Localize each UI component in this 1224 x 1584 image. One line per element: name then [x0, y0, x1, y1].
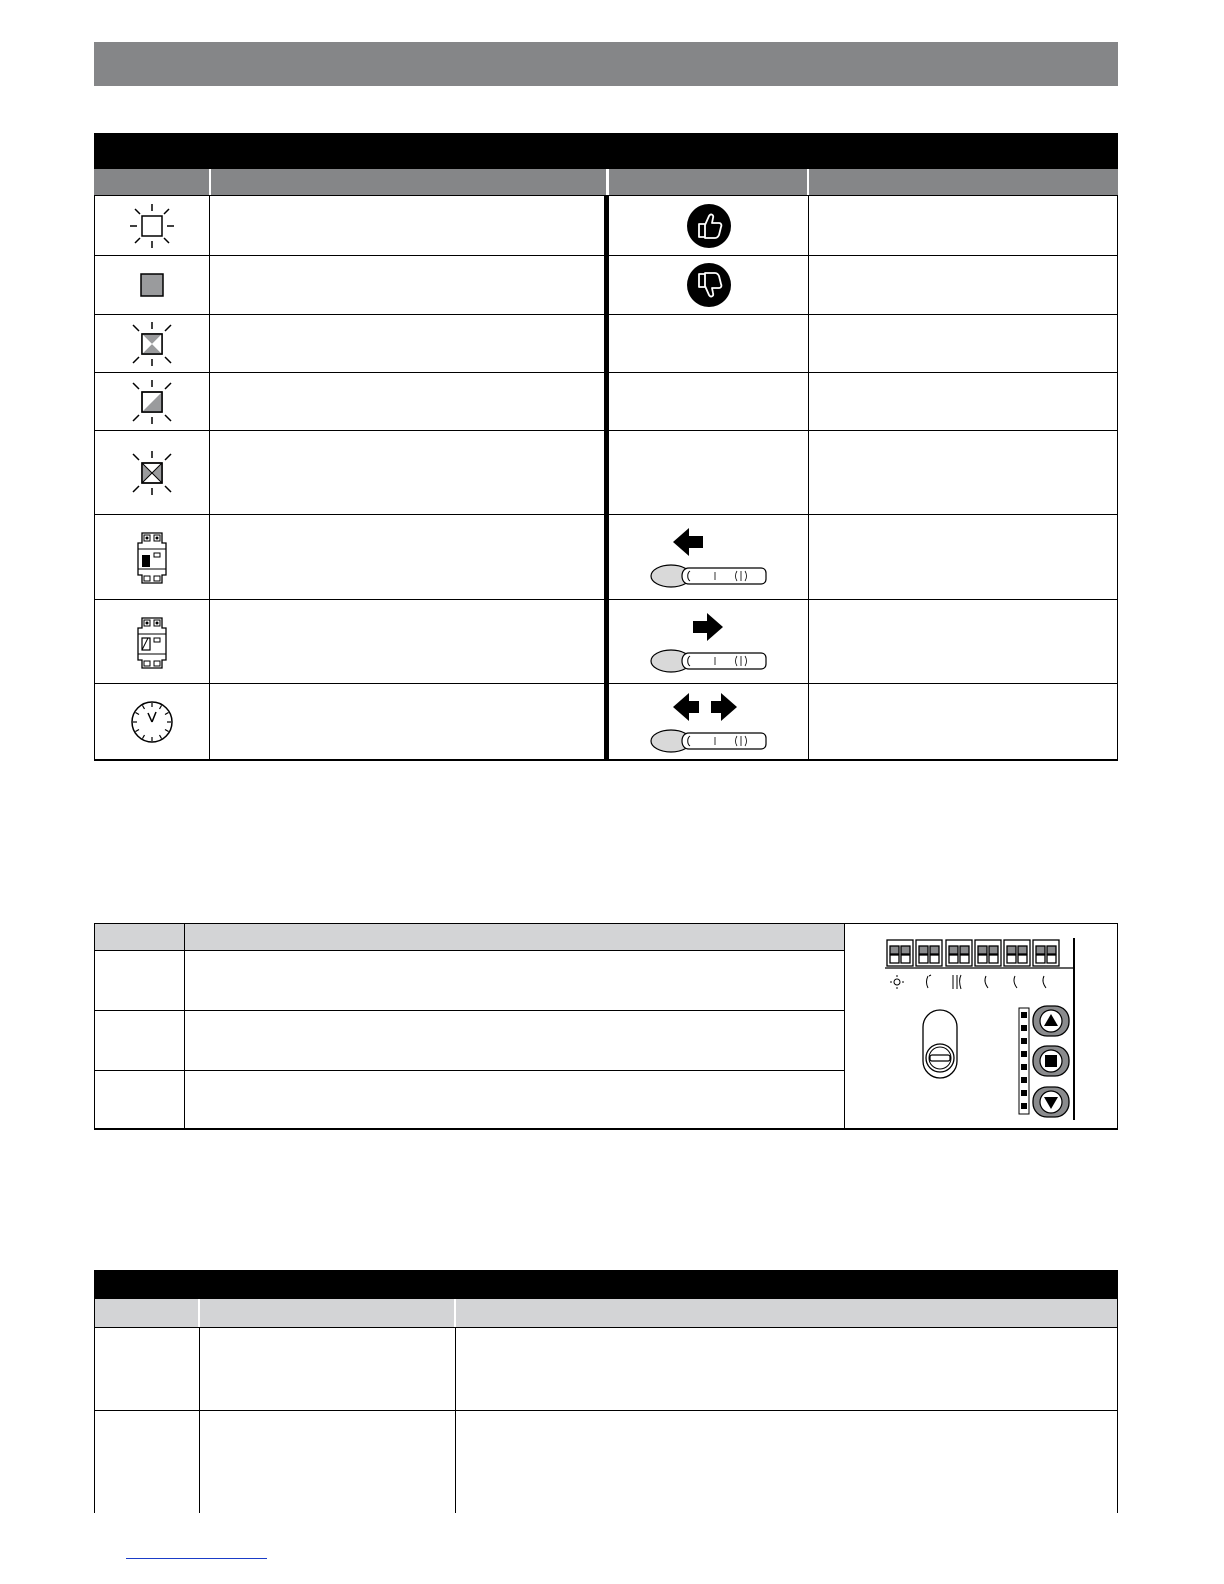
led-blinking-white-icon [95, 196, 209, 255]
bottom-row-2-col-3 [460, 1411, 1115, 1511]
bottom-table-title [94, 1270, 1118, 1299]
buttons-table-header-row [95, 924, 844, 950]
circuit-breaker-off-icon [95, 515, 209, 599]
button-desc-3 [190, 1071, 840, 1128]
symbol-desc-6 [214, 515, 602, 599]
symbol-meaning-3 [813, 315, 1113, 372]
symbol-meaning-2 [813, 256, 1113, 314]
bottom-row-2-col-1 [95, 1411, 199, 1511]
bottom-row-1-col-1 [95, 1328, 199, 1410]
thumbs-up-icon [609, 196, 808, 255]
led-blinking-hourglass-icon [95, 315, 209, 372]
symbol-desc-2 [214, 256, 602, 314]
symbol-desc-1 [214, 196, 602, 255]
circuit-breaker-on-icon [95, 600, 209, 683]
button-desc-2 [190, 1011, 840, 1070]
led-blinking-cross-icon [95, 431, 209, 514]
press-left-arrow-icon [609, 515, 808, 599]
clock-icon [95, 684, 209, 759]
bottom-row-1-col-2 [204, 1328, 454, 1410]
symbol-desc-7 [214, 600, 602, 683]
led-blinking-diagonal-icon [95, 373, 209, 430]
symbol-desc-5 [214, 431, 602, 514]
press-right-arrow-icon [609, 600, 808, 683]
symbol-meaning-7 [813, 600, 1113, 683]
button-key-2 [95, 1011, 184, 1070]
press-both-arrows-icon [609, 684, 808, 759]
symbols-table-title [94, 133, 1118, 169]
led-solid-gray-icon [95, 256, 209, 314]
symbol-desc-3 [214, 315, 602, 372]
symbol-meaning-5 [813, 431, 1113, 514]
button-key-3 [95, 1071, 184, 1128]
button-desc-1 [190, 951, 840, 1010]
symbol-meaning-6 [813, 515, 1113, 599]
bottom-row-1-col-3 [460, 1328, 1115, 1410]
symbol-desc-4 [214, 373, 602, 430]
symbol-meaning-4 [813, 373, 1113, 430]
symbol-meaning-8 [813, 684, 1113, 759]
bottom-row-2-col-2 [204, 1411, 454, 1511]
footer-link-underline[interactable] [126, 1558, 267, 1559]
control-unit-panel-icon [845, 924, 1117, 1128]
section-header-bar [94, 42, 1118, 86]
symbol-desc-8 [214, 684, 602, 759]
symbol-meaning-1 [813, 196, 1113, 255]
thumbs-down-icon [609, 256, 808, 314]
bottom-table-header-row [95, 1299, 1117, 1327]
button-key-1 [95, 951, 184, 1010]
